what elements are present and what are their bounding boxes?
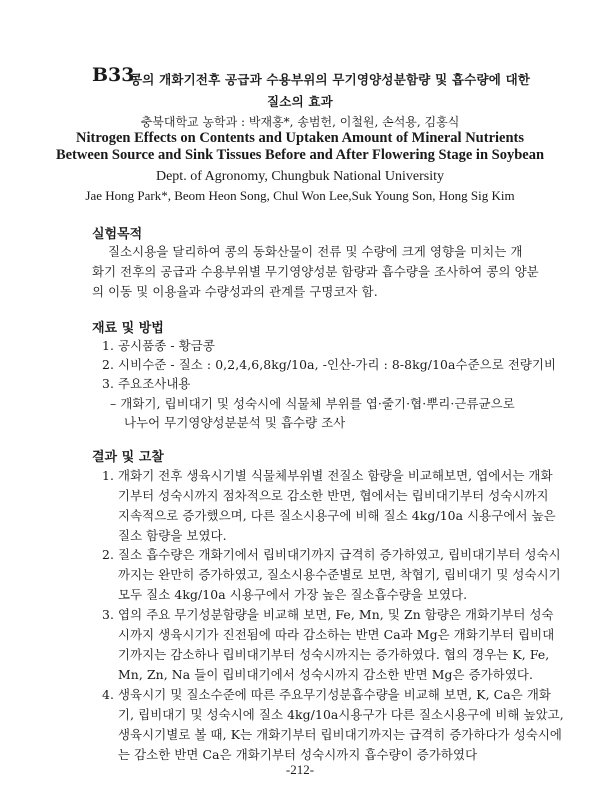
results-line: 까지는 완만히 증가하였고, 질소시용수준별로 보면, 착협기, 립비대기 및 성숙시기 [118,567,561,582]
title-korean-line-2: 질소의 효과 [267,94,333,109]
objective-line: 의 이동 및 이용율과 수량성과의 관계를 구명코자 함. [92,284,378,299]
methods-line: – 개화기, 립비대기 및 성숙시에 식물체 부위를 엽·줄기·협·뿌리·근류균으로 [110,396,515,411]
affiliation-english: Dept. of Agronomy, Chungbuk National University [155,169,444,184]
results-line: 기, 립비대기 및 성숙시에 질소 4kg/10a시용구가 다른 질소시용구에 비해 높았고, [118,707,564,722]
section-heading-objective: 실험목적 [92,227,143,242]
section-heading-results: 결과 및 고찰 [92,450,164,465]
results-line: 지속적으로 증가했으며, 다른 질소시용구에 비해 질소 4kg/10a 시용구에서 높은 [118,508,556,523]
title-english-line-1: Nitrogen Effects on Contents and Uptaken Amount of Mineral Nutrients [75,130,525,146]
results-line: 기부터 성숙시까지 점차적으로 감소한 반면, 협에서는 립비대기부터 성숙시까지 [118,488,549,503]
authors-korean: 충북대학교 농학과 : 박재홍*, 송범헌, 이철원, 손석용, 김홍식 [140,115,460,129]
abstract-code: B33 [92,64,135,86]
results-line: 질소 함량을 보였다. [118,528,227,543]
methods-line: 2. 시비수준 - 질소 : 0,2,4,6,8kg/10a, -인산-가리 : 8-8kg/10a수준으로 전량기비 [102,357,557,372]
results-line: 모두 질소 4kg/10a 시용구에서 가장 높은 질소흡수량을 보였다. [118,587,468,602]
title-english-line-2: Between Source and Sink Tissues Before and After Flowering Stage in Soybean [55,147,545,163]
title-korean-line-1: 콩의 개화기전후 공급과 수용부위의 무기영양성분함량 및 흡수량에 대한 [130,72,531,87]
results-line: 4. 생육시기 및 질소수준에 따른 주요무기성분흡수량을 비교해 보면, K, Ca은 개화 [102,687,551,702]
results-line: Mn, Zn, Na 들이 립비대기에서 성숙시까지 감소한 반면 Mg은 증가하였다. [118,667,534,682]
page-number: -212- [285,762,315,777]
methods-line: 3. 주요조사내용 [102,376,191,391]
methods-line: 1. 공시품종 - 황금콩 [102,338,215,353]
methods-line: 나누어 무기영양성분분석 및 흡수량 조사 [124,415,346,430]
results-line: 기까지는 감소하나 립비대기부터 성숙시까지는 증가하였다. 협의 경우는 K, Fe, [118,647,550,662]
results-line: 생육시기별로 볼 때, K는 개화기부터 립비대기까지는 급격히 증가하다가 성숙시에 [118,727,562,742]
objective-line: 질소시용을 달리하여 콩의 동화산물이 전류 및 수량에 크게 영향을 미치는 개 [108,244,523,259]
section-heading-methods: 재료 및 방법 [92,321,164,336]
results-line: 1. 개화기 전후 생육시기별 식물체부위별 전질소 함량을 비교해보면, 엽에서는 개화 [102,468,553,483]
results-line: 2. 질소 흡수량은 개화기에서 립비대기까지 급격히 증가하였고, 립비대기부터 성숙시 [102,547,561,562]
objective-line: 화기 전후의 공급과 수용부위별 무기영양성분 함량과 흡수량을 조사하여 콩의 양분 [92,264,539,279]
results-line: 는 감소한 반면 Ca은 개화기부터 성숙시까지 흡수량이 증가하였다 [118,747,478,762]
results-line: 시까지 생육시기가 진전됨에 따라 감소하는 반면 Ca과 Mg은 개화기부터 립비대 [118,627,555,642]
results-line: 3. 엽의 주요 무기성분함량을 비교해 보면, Fe, Mn, 및 Zn 함량은 개화기부터 성숙 [102,607,554,622]
authors-english: Jae Hong Park*, Beom Heon Song, Chul Won Lee,Suk Young Son, Hong Sig Kim [85,188,515,203]
